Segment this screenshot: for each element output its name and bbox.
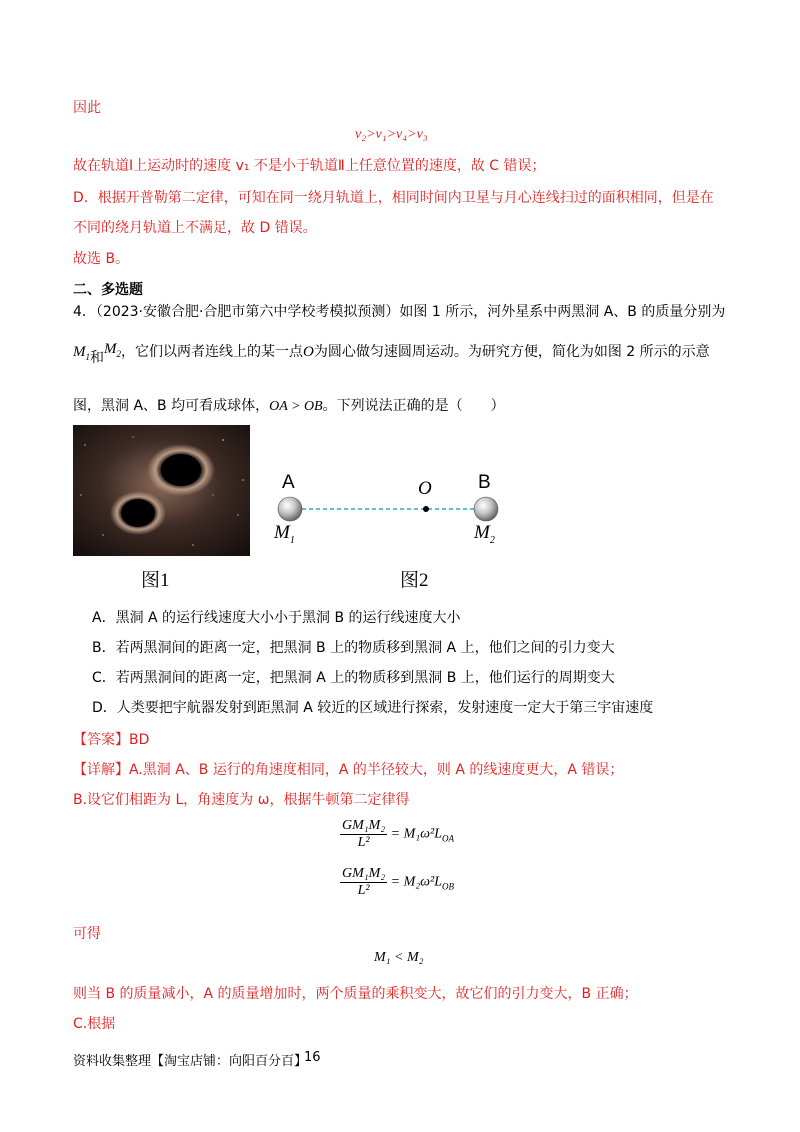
figure-2-label-m1: $M_1$ xyxy=(274,522,295,546)
option-b: B．若两黑洞间的距离一定，把黑洞 B 上的物质移到黑洞 A 上，他们之间的引力变大 xyxy=(92,640,615,656)
choose-b-text: 故选 B。 xyxy=(73,251,130,267)
mass-inequality: M₁ < M₂ xyxy=(374,950,424,965)
detail-c-start: C.根据 xyxy=(73,1016,116,1032)
can-get-text: 可得 xyxy=(73,926,101,942)
option-c: C．若两黑洞间的距离一定，把黑洞 A 上的物质移到黑洞 B 上，他们运行的周期变大 xyxy=(92,670,615,686)
detail-b: B.设它们相距为 L，角速度为 ω，根据牛顿第二定律得 xyxy=(73,792,410,808)
question-stem-line1: 4．（2023·安徽合肥·合肥市第六中学校考模拟预测）如图 1 所示，河外星系中两黑洞 A、B 的质量分别为 xyxy=(73,304,726,320)
conclusion-c: 故在轨道Ⅰ上运动时的速度 v₁ 不是小于轨道Ⅱ上任意位置的速度，故 C 错误； xyxy=(73,158,546,174)
figure-2-label-a: A xyxy=(282,472,295,493)
equation-2: $\frac{\text{GM₁M₂}}{\text{L²}}$ = $M_2\omega^2L_{OB}$ xyxy=(342,866,455,898)
option-d-explanation-line2: 不同的绕月轨道上不满足，故 D 错误。 xyxy=(73,220,317,236)
figure-2-label-b: B xyxy=(478,472,491,493)
option-d-explanation-line1: D．根据开普勒第二定律，可知在同一绕月轨道上，相同时间内卫星与月心连线扫过的面积相同，但是在 xyxy=(73,190,714,206)
mass-m2: $M_2$ xyxy=(104,341,121,359)
therefore-text: 因此 xyxy=(73,100,101,116)
figure-2-label: 图2 xyxy=(400,570,429,591)
figure-1-label: 图1 xyxy=(141,570,170,591)
page-number: 16 xyxy=(304,1050,321,1065)
equation-1: $\frac{\text{GM₁M₂}}{\text{L²}}$ = $M_1\omega^2L_{OA}$ xyxy=(342,818,455,850)
option-d: D．人类要把宇航器发射到距黑洞 A 较近的区域进行探索，发射速度一定大于第三宇宙速度 xyxy=(92,700,654,716)
detail-a: 【详解】A.黑洞 A、B 运行的角速度相同，A 的半径较大，则 A 的线速度更大，A 错误； xyxy=(73,762,624,778)
answer-label: 【答案】BD xyxy=(73,732,150,748)
conclusion-b: 则当 B 的质量减小，A 的质量增加时，两个质量的乘积变大，故它们的引力变大，B 正确； xyxy=(73,986,638,1002)
figure-2-label-o: O xyxy=(418,478,432,499)
section-title: 二、多选题 xyxy=(73,282,143,298)
figure-1-black-holes-image xyxy=(73,425,250,556)
footer-source: 资料收集整理【淘宝店铺：向阳百分百】 xyxy=(73,1054,308,1069)
question-stem-line2: $M_1$和$M_2$，它们以两者连线上的某一点O为圆心做匀速圆周运动。为研究方便，简化为如图 2 所示的示意 xyxy=(73,341,710,366)
speed-inequality: v₂>v₁>v₄>v₃ xyxy=(355,127,428,142)
option-a: A．黑洞 A 的运行线速度大小小于黑洞 B 的运行线速度大小 xyxy=(92,610,461,626)
question-stem-line3: 图，黑洞 A、B 均可看成球体，OA > OB。下列说法正确的是（ ） xyxy=(73,398,505,414)
figure-2-label-m2: $M_2$ xyxy=(474,522,495,546)
mass-m1: $M_1$ xyxy=(73,344,90,362)
